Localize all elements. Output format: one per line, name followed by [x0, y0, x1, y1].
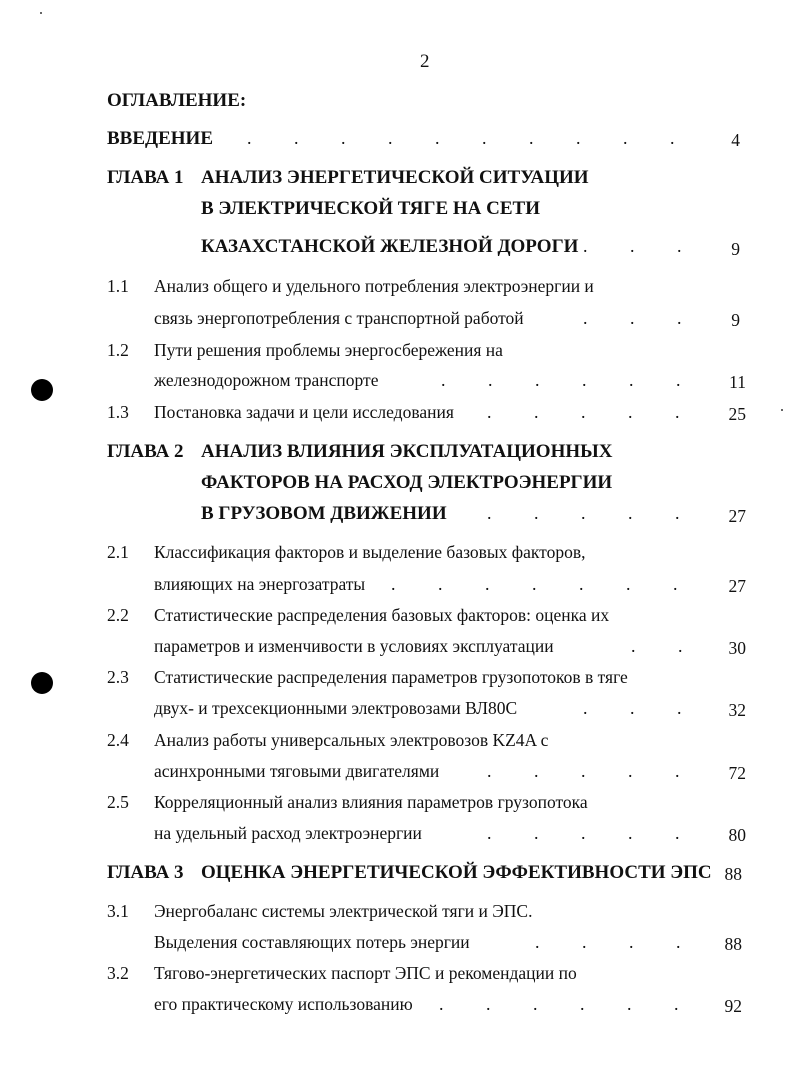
section-title: на удельный расход электроэнергии — [154, 823, 422, 843]
section-title: влияющих на энергозатраты — [154, 574, 366, 594]
leader-dots: . . . . . . . . . . — [247, 128, 675, 148]
section-title: Выделения составляющих потерь энергии — [154, 932, 470, 952]
page-ref: 30 — [728, 638, 746, 658]
punch-hole-bottom — [31, 672, 53, 694]
punch-hole-top — [31, 379, 53, 401]
page-ref: 4 — [731, 130, 740, 150]
section-title: Статистические распределения параметров грузопотоков в тяге — [154, 667, 628, 687]
leader-dots: . . . . . . . — [391, 574, 678, 594]
leader-dots: . . . . . — [487, 761, 680, 781]
scan-speck — [40, 12, 42, 14]
chapter-title: АНАЛИЗ ЭНЕРГЕТИЧЕСКОЙ СИТУАЦИИ — [201, 167, 589, 188]
section-number: 2.2 — [107, 605, 129, 625]
chapter-label: ГЛАВА 3 — [107, 862, 184, 883]
section-title: Классификация факторов и выделение базовых факторов, — [154, 542, 586, 562]
leader-dots: . . . . . . — [441, 370, 681, 390]
section-title: Пути решения проблемы энергосбережения на — [154, 340, 503, 360]
page-ref: 80 — [728, 825, 746, 845]
page-ref: 9 — [731, 239, 740, 259]
chapter-title: ФАКТОРОВ НА РАСХОД ЭЛЕКТРОЭНЕРГИИ — [201, 472, 613, 493]
page-ref: 72 — [728, 763, 746, 783]
section-title: связь энергопотребления с транспортной работой — [154, 308, 524, 328]
section-number: 1.1 — [107, 276, 129, 296]
chapter-label: ГЛАВА 1 — [107, 167, 184, 188]
leader-dots: . . . . . — [487, 402, 680, 422]
section-title: Анализ общего и удельного потребления электроэнергии и — [154, 276, 594, 296]
chapter-title: КАЗАХСТАНСКОЙ ЖЕЛЕЗНОЙ ДОРОГИ — [201, 236, 579, 257]
section-title: его практическому использованию — [154, 994, 413, 1014]
page-ref: 11 — [729, 372, 746, 392]
chapter-title: ОЦЕНКА ЭНЕРГЕТИЧЕСКОЙ ЭФФЕКТИВНОСТИ ЭПС — [201, 862, 712, 883]
page-number: 2 — [420, 51, 430, 72]
section-number: 1.3 — [107, 402, 129, 422]
page-ref: 88 — [724, 864, 742, 884]
page-ref: 92 — [724, 996, 742, 1016]
section-title: двух- и трехсекционными электровозами ВЛ80С — [154, 698, 518, 718]
chapter-title: В ГРУЗОВОМ ДВИЖЕНИИ — [201, 503, 447, 524]
page-ref: 9 — [731, 310, 740, 330]
leader-dots: . . . — [583, 698, 682, 718]
leader-dots: . . . . . — [487, 503, 680, 523]
chapter-title: АНАЛИЗ ВЛИЯНИЯ ЭКСПЛУАТАЦИОННЫХ — [201, 441, 613, 462]
section-title: Статистические распределения базовых факторов: оценка их — [154, 605, 610, 625]
leader-dots: . . . — [583, 308, 682, 328]
section-number: 3.2 — [107, 963, 129, 983]
section-title: Анализ работы универсальных электровозов KZ4A с — [154, 730, 549, 750]
section-title: Корреляционный анализ влияния параметров грузопотока — [154, 792, 588, 812]
section-title: Постановка задачи и цели исследования — [154, 402, 454, 422]
page-ref: 27 — [728, 506, 746, 526]
section-number: 2.4 — [107, 730, 129, 750]
section-title: Энергобаланс системы электрической тяги и ЭПС. — [154, 901, 533, 921]
leader-dots: . . . — [583, 236, 682, 256]
section-number: 1.2 — [107, 340, 129, 360]
section-title: Тягово-энергетических паспорт ЭПС и рекомендации по — [154, 963, 577, 983]
page-ref: 25 — [728, 404, 746, 424]
section-number: 3.1 — [107, 901, 129, 921]
section-title: асинхронными тяговыми двигателями — [154, 761, 440, 781]
toc-title: ОГЛАВЛЕНИЕ: — [107, 90, 247, 111]
intro-entry: ВВЕДЕНИЕ — [107, 128, 213, 149]
leader-dots: . . . . . . — [439, 994, 679, 1014]
section-number: 2.5 — [107, 792, 129, 812]
chapter-label: ГЛАВА 2 — [107, 441, 184, 462]
page-ref: 27 — [728, 576, 746, 596]
leader-dots: . . . . — [535, 932, 681, 952]
section-title: параметров и изменчивости в условиях эксплуатации — [154, 636, 554, 656]
page-ref: 88 — [724, 934, 742, 954]
chapter-title: В ЭЛЕКТРИЧЕСКОЙ ТЯГЕ НА СЕТИ — [201, 198, 541, 219]
scan-speck — [781, 409, 783, 411]
leader-dots: . . . . . — [487, 823, 680, 843]
section-number: 2.1 — [107, 542, 129, 562]
section-title: железнодорожном транспорте — [154, 370, 379, 390]
section-number: 2.3 — [107, 667, 129, 687]
leader-dots: . . — [631, 636, 683, 656]
page-ref: 32 — [728, 700, 746, 720]
